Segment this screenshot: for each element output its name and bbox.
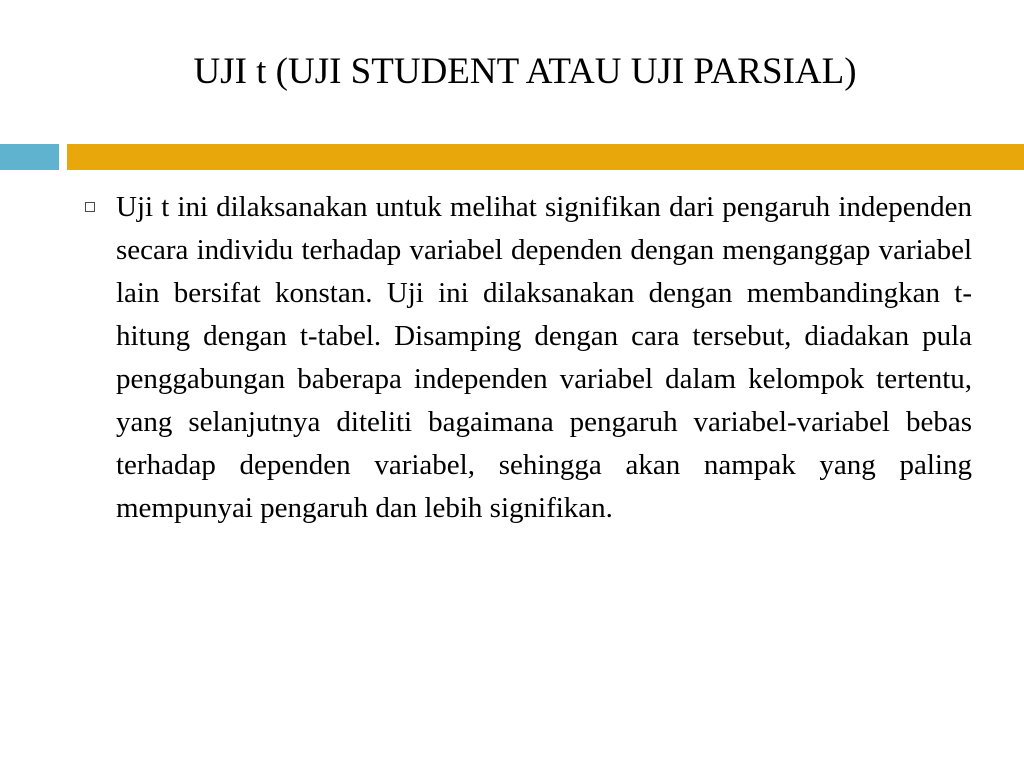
hollow-square-bullet-icon: [85, 202, 95, 212]
accent-bar-blue: [0, 144, 59, 170]
bullet-text: Uji t ini dilaksanakan untuk melihat signifikan dari pengaruh independen secara individu terhadap variabel dependen dengan menganggap variabel lain bersifat konstan. Uji ini dilaksanakan dengan membandingkan t-hitung dengan t-tabel. Disamping dengan cara tersebut, diadakan pula penggabungan baberapa independen variabel dalam kelompok tertentu, yang selanjutnya diteliti bagaimana pengaruh variabel-variabel bebas terhadap dependen variabel, sehingga akan nampak yang paling mempunyai pengaruh dan lebih signifikan.: [116, 191, 972, 524]
bullet-list: [80, 186, 972, 530]
slide-title: UJI t (UJI STUDENT ATAU UJI PARSIAL): [193, 51, 857, 92]
accent-bar-gold: [67, 144, 1024, 170]
bullet-item: [80, 186, 972, 530]
